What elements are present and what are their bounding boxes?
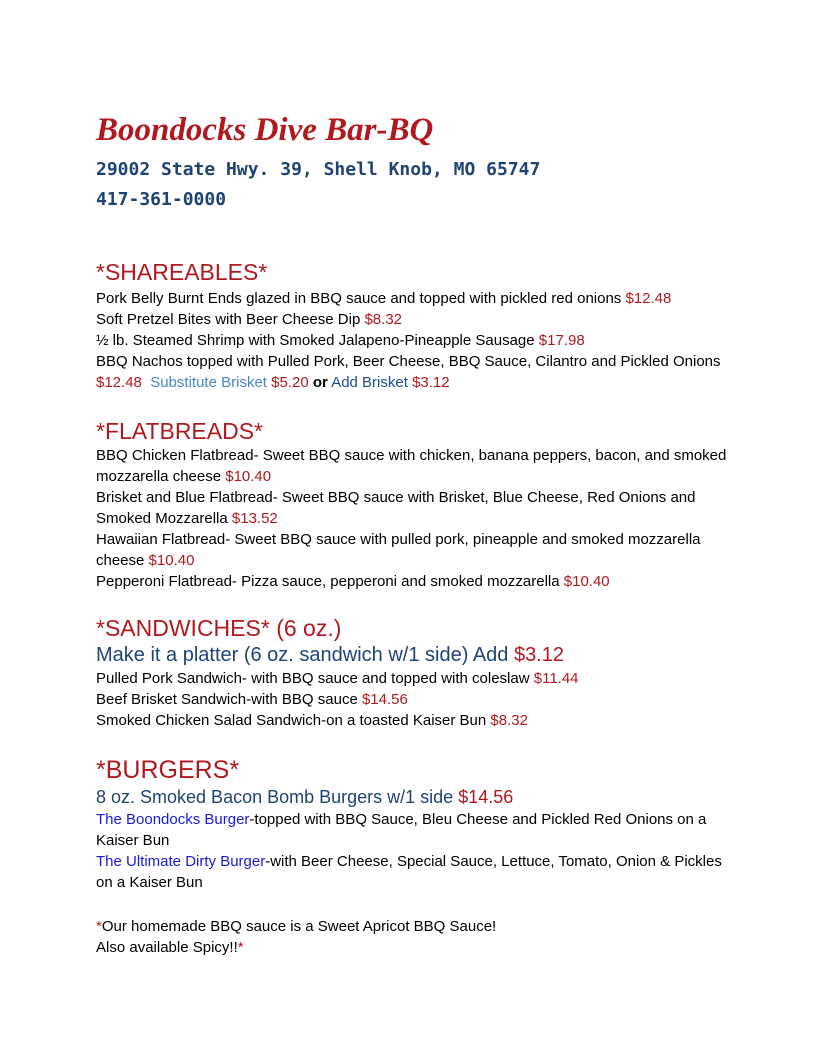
item-description: Smoked Chicken Salad Sandwich-on a toasted Kaiser Bun	[96, 712, 487, 729]
footnote-star: *	[96, 918, 102, 935]
substitute-brisket-option: Substitute Brisket	[150, 374, 267, 391]
menu-item	[96, 487, 736, 529]
item-description: -with Beer Cheese, Special Sauce, Lettuce, Tomato, Onion & Pickles on a Kaiser Bun	[96, 853, 722, 891]
sandwiches-heading	[96, 614, 736, 642]
menu-item	[96, 309, 736, 330]
footnote-line1: Our homemade BBQ sauce is a Sweet Apricot BBQ Sauce!	[101, 918, 497, 935]
item-description: Pulled Pork Sandwich- with BBQ sauce and topped with coleslaw	[96, 670, 530, 687]
shareables-section	[96, 258, 736, 393]
burgers-subhead-price: $14.56	[458, 787, 514, 807]
burger-name: The Boondocks Burger	[96, 811, 250, 828]
restaurant-phone: 417-361-0000	[96, 189, 227, 210]
platter-price: $3.12	[513, 644, 565, 666]
menu-item	[96, 851, 736, 893]
footnote-line2: Also available Spicy!!	[96, 939, 238, 956]
item-description: Brisket and Blue Flatbread- Sweet BBQ sauce with Brisket, Blue Cheese, Red Onions and Smoked Mozzarella	[96, 489, 696, 527]
menu-item	[96, 809, 736, 851]
burgers-subhead-text: 8 oz. Smoked Bacon Bomb Burgers w/1 side	[96, 787, 454, 807]
sandwiches-portion-note: (6 oz.)	[276, 615, 342, 641]
burgers-subhead	[96, 785, 736, 809]
sauce-footnote	[96, 916, 496, 937]
item-price: $12.48	[625, 290, 672, 307]
add-brisket-price: $3.12	[412, 374, 450, 391]
restaurant-address: 29002 State Hwy. 39, Shell Knob, MO 65747	[96, 159, 541, 180]
footnote-star-end: *	[237, 939, 244, 956]
menu-item	[96, 288, 736, 309]
item-price: $10.40	[225, 468, 272, 485]
item-price: $11.44	[533, 670, 579, 687]
item-description: Hawaiian Flatbread- Sweet BBQ sauce with pulled pork, pineapple and smoked mozzarella cheese	[96, 531, 701, 569]
spicy-footnote	[96, 937, 244, 958]
item-description: Pork Belly Burnt Ends glazed in BBQ sauce and topped with pickled red onions	[96, 290, 622, 307]
item-description: BBQ Nachos topped with Pulled Pork, Beer Cheese, BBQ Sauce, Cilantro and Pickled Onions	[96, 353, 721, 370]
flatbreads-section	[96, 417, 736, 592]
or-label: or	[312, 374, 328, 391]
item-price: $8.32	[490, 712, 528, 729]
menu-item	[96, 571, 736, 592]
restaurant-title: Boondocks Dive Bar-BQ	[96, 112, 434, 148]
flatbreads-heading: *FLATBREADS*	[96, 418, 264, 444]
item-price: $13.52	[231, 510, 278, 527]
menu-item	[96, 710, 736, 731]
menu-item	[96, 330, 736, 351]
item-price: $12.48	[96, 374, 142, 391]
item-price: $10.40	[563, 573, 610, 590]
menu-item	[96, 445, 736, 487]
burger-name: The Ultimate Dirty Burger	[96, 853, 266, 870]
item-price: $8.32	[364, 311, 403, 328]
item-description: Beef Brisket Sandwich-with BBQ sauce	[96, 691, 358, 708]
shareables-heading: *SHAREABLES*	[96, 259, 268, 285]
sandwiches-section	[96, 614, 736, 731]
menu-item	[96, 668, 736, 689]
menu-item	[96, 529, 736, 571]
item-price: $14.56	[361, 691, 408, 708]
item-description: BBQ Chicken Flatbread- Sweet BBQ sauce with chicken, banana peppers, bacon, and smoked mozzarella cheese	[96, 447, 727, 485]
burgers-section	[96, 755, 736, 893]
platter-upgrade	[96, 642, 736, 668]
item-description: Soft Pretzel Bites with Beer Cheese Dip	[96, 311, 361, 328]
item-description: Pepperoni Flatbread- Pizza sauce, pepperoni and smoked mozzarella	[96, 573, 560, 590]
menu-item	[96, 351, 736, 393]
platter-text: Make it a platter (6 oz. sandwich w/1 side) Add	[96, 644, 509, 666]
item-price: $10.40	[148, 552, 195, 569]
burgers-heading: *BURGERS*	[96, 756, 240, 784]
sandwiches-heading-label: *SANDWICHES*	[96, 615, 270, 641]
menu-item	[96, 689, 736, 710]
item-description: -topped with BBQ Sauce, Bleu Cheese and Pickled Red Onions on a Kaiser Bun	[96, 811, 707, 849]
item-description: ½ lb. Steamed Shrimp with Smoked Jalapeno-Pineapple Sausage	[96, 332, 535, 349]
add-brisket-option: Add Brisket	[331, 374, 408, 391]
item-price: $17.98	[538, 332, 585, 349]
substitute-brisket-price: $5.20	[271, 374, 309, 391]
